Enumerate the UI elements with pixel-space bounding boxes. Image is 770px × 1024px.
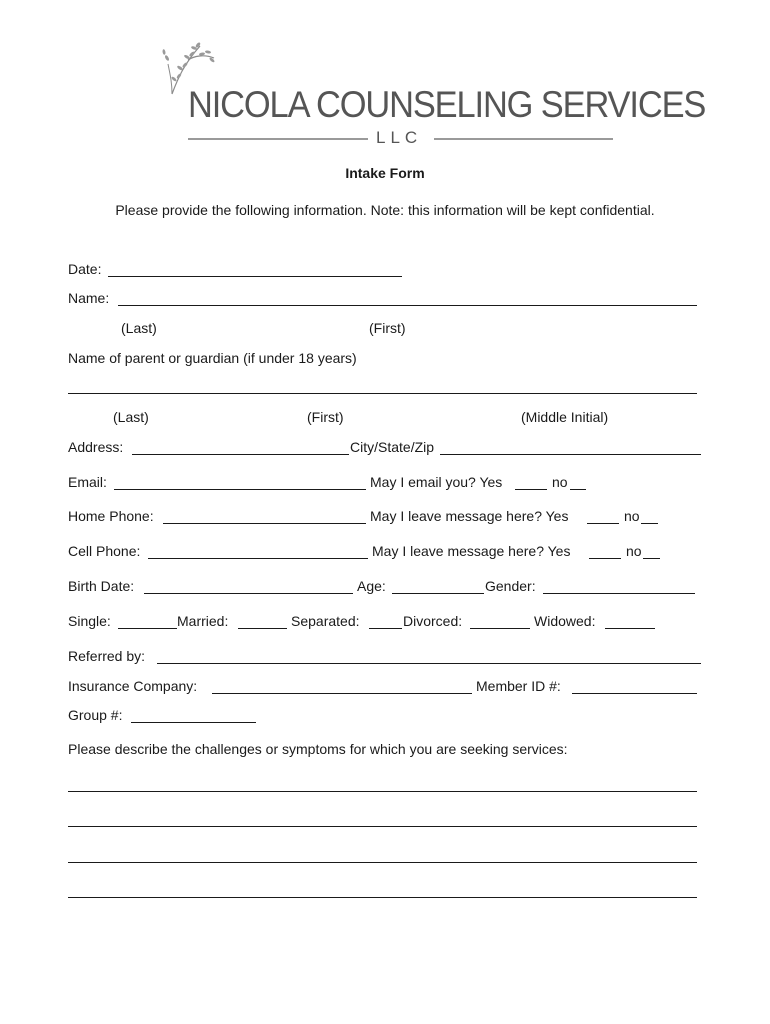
married-label: Married: [177,613,229,629]
form-instructions: Please provide the following information. Note: this information will be kept confidential. [115,202,655,218]
birth-date-field[interactable] [144,593,353,594]
group-field[interactable] [131,722,256,723]
form-title: Intake Form [345,165,425,181]
home-phone-field[interactable] [163,523,366,524]
insurance-company-label: Insurance Company: [68,678,198,694]
separated-field[interactable] [369,628,402,629]
may-email-label: May I email you? Yes [370,474,503,490]
guardian-field[interactable] [68,393,697,394]
cell-phone-label: Cell Phone: [68,543,141,559]
email-label: Email: [68,474,107,490]
widowed-field[interactable] [605,628,655,629]
challenges-line-1[interactable] [68,791,697,792]
email-field[interactable] [114,489,366,490]
guardian-middle-initial-hint: (Middle Initial) [521,409,609,425]
home-message-label: May I leave message here? Yes [370,508,569,524]
age-field[interactable] [392,593,484,594]
divorced-label: Divorced: [403,613,463,629]
name-last-hint: (Last) [121,320,157,336]
city-state-zip-label: City/State/Zip [350,439,435,455]
single-field[interactable] [118,628,177,629]
logo-name: NICOLA COUNSELING SERVICES [188,84,706,125]
may-email-no-field[interactable] [570,489,586,490]
single-label: Single: [68,613,111,629]
member-id-label: Member ID #: [476,678,561,694]
name-field[interactable] [118,305,697,306]
group-label: Group #: [68,707,123,723]
logo-suffix: LLC [376,128,423,147]
cell-message-yes-field[interactable] [589,558,621,559]
challenges-line-2[interactable] [68,826,697,827]
cell-message-no-label: no [626,543,642,559]
home-message-no-label: no [624,508,640,524]
guardian-first-hint: (First) [307,409,344,425]
cell-message-no-field[interactable] [643,558,660,559]
cell-message-label: May I leave message here? Yes [372,543,571,559]
logo-rule-left [188,138,368,140]
separated-label: Separated: [291,613,360,629]
divorced-field[interactable] [470,628,530,629]
gender-label: Gender: [485,578,536,594]
may-email-no-label: no [552,474,568,490]
address-label: Address: [68,439,124,455]
insurance-company-field[interactable] [212,693,472,694]
referred-by-label: Referred by: [68,648,146,664]
name-label: Name: [68,290,110,306]
guardian-last-hint: (Last) [113,409,149,425]
date-label: Date: [68,261,102,277]
married-field[interactable] [238,628,287,629]
referred-by-field[interactable] [157,663,701,664]
name-first-hint: (First) [369,320,406,336]
gender-field[interactable] [543,593,695,594]
address-field[interactable] [132,454,349,455]
logo-rule-right [434,138,613,140]
member-id-field[interactable] [572,693,697,694]
home-message-no-field[interactable] [641,523,658,524]
city-state-zip-field[interactable] [440,454,701,455]
challenges-line-3[interactable] [68,862,697,863]
home-phone-label: Home Phone: [68,508,154,524]
home-message-yes-field[interactable] [587,523,619,524]
guardian-label: Name of parent or guardian (if under 18 years) [68,350,357,366]
cell-phone-field[interactable] [148,558,368,559]
age-label: Age: [357,578,386,594]
date-field[interactable] [108,276,402,277]
widowed-label: Widowed: [534,613,596,629]
challenges-line-4[interactable] [68,897,697,898]
challenges-label: Please describe the challenges or symptoms for which you are seeking services: [68,741,568,757]
birth-date-label: Birth Date: [68,578,135,594]
may-email-yes-field[interactable] [515,489,547,490]
